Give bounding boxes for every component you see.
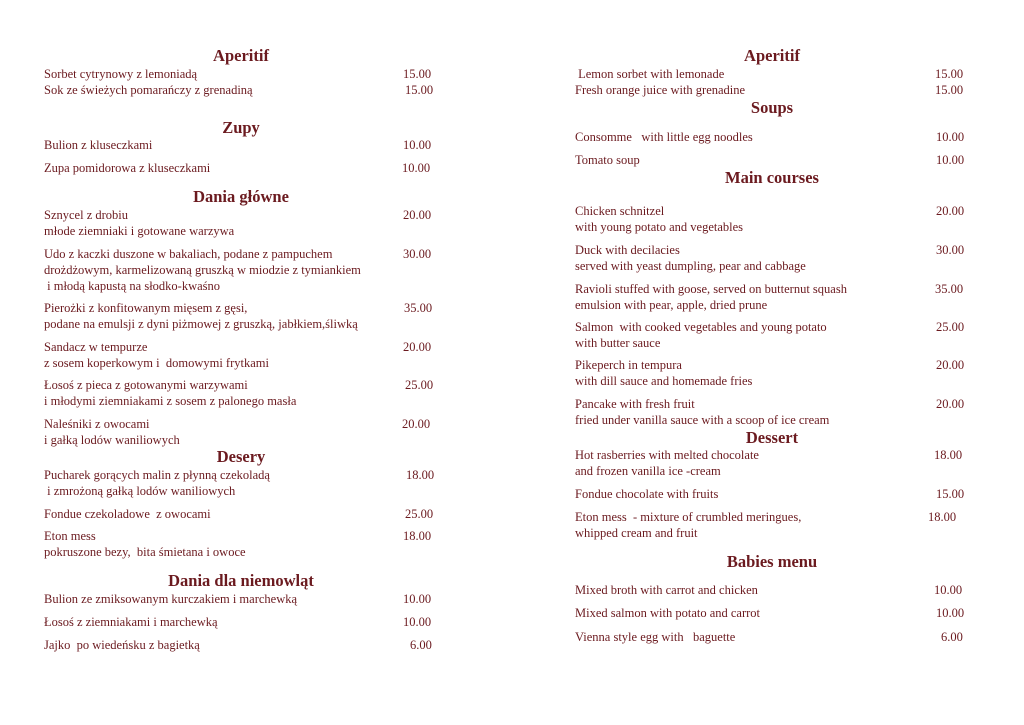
menu-item-name: Sznycel z drobiu — [44, 208, 129, 222]
menu-item-name: Sok ze świeżych pomarańczy z grenadiną — [44, 83, 253, 97]
menu-item-price: 20.00 — [936, 204, 965, 218]
menu-item-price: 10.00 — [403, 138, 432, 152]
menu-item-price: 30.00 — [403, 247, 432, 261]
menu-item-price: 25.00 — [936, 320, 965, 334]
menu-item-price: 10.00 — [403, 615, 432, 629]
menu-item-price: 10.00 — [936, 130, 965, 144]
menu-item-price: 20.00 — [936, 397, 965, 411]
menu-item-description: i zmrożoną gałką lodów waniliowych — [44, 484, 236, 498]
menu-item-price: 18.00 — [934, 448, 963, 462]
menu-item-name: Jajko po wiedeńsku z bagietką — [44, 638, 200, 652]
menu-item-price: 10.00 — [403, 592, 432, 606]
menu-item-description: i młodą kapustą na słodko-kwaśno — [44, 279, 221, 293]
menu-item-name: Mixed broth with carrot and chicken — [575, 583, 758, 597]
menu-item-price: 15.00 — [936, 487, 965, 501]
menu-item-price: 10.00 — [936, 153, 965, 167]
menu-item-price: 10.00 — [402, 161, 431, 175]
menu-item-price: 15.00 — [935, 67, 964, 81]
menu-item-description: with butter sauce — [575, 336, 661, 350]
menu-item-description: podane na emulsji z dyni piżmowej z gruszką, jabłkiem,śliwką — [44, 317, 358, 331]
menu-item-description: served with yeast dumpling, pear and cabbage — [575, 259, 806, 273]
menu-item-price: 10.00 — [934, 583, 963, 597]
menu-item-price: 18.00 — [403, 529, 432, 543]
menu-item-name: Fondue czekoladowe z owocami — [44, 507, 211, 521]
menu-item-description: młode ziemniaki i gotowane warzywa — [44, 224, 235, 238]
menu-item-name: Pikeperch in tempura — [575, 358, 682, 372]
menu-item-name: Mixed salmon with potato and carrot — [575, 606, 761, 620]
menu-item-price: 20.00 — [402, 417, 431, 431]
menu-item-name: Fondue chocolate with fruits — [575, 487, 719, 501]
section-heading-desserts: Desery — [216, 447, 266, 466]
menu-item-name: Ravioli stuffed with goose, served on butternut squash — [575, 282, 847, 296]
menu-item-name: Sorbet cytrynowy z lemoniadą — [44, 67, 198, 81]
menu-item-name: Bulion ze zmiksowanym kurczakiem i marchewką — [44, 592, 298, 606]
menu-item-price: 25.00 — [405, 378, 434, 392]
menu-item-name: Duck with decilacies — [575, 243, 680, 257]
menu-item-name: Vienna style egg with baguette — [575, 630, 736, 644]
menu-item-name: Eton mess — [44, 529, 96, 543]
menu-item-description: whipped cream and fruit — [575, 526, 698, 540]
menu-item-name: Łosoś z pieca z gotowanymi warzywami — [44, 378, 248, 392]
section-heading-desserts: Dessert — [745, 428, 799, 447]
menu-item-price: 20.00 — [936, 358, 965, 372]
menu-item-price: 15.00 — [405, 83, 434, 97]
section-heading-aperitif: Aperitif — [744, 46, 800, 65]
menu-item-name: Sandacz w tempurze — [44, 340, 148, 354]
menu-item-name: Lemon sorbet with lemonade — [575, 67, 725, 81]
menu-item-description: and frozen vanilla ice -cream — [575, 464, 721, 478]
menu-item-price: 25.00 — [405, 507, 434, 521]
menu-item-price: 20.00 — [403, 340, 432, 354]
menu-item-price: 35.00 — [404, 301, 433, 315]
menu-item-description: emulsion with pear, apple, dried prune — [575, 298, 768, 312]
menu-item-price: 15.00 — [403, 67, 432, 81]
menu-item-description: pokruszone bezy, bita śmietana i owoce — [44, 545, 246, 559]
menu-item-name: Pucharek gorących malin z płynną czekoladą — [44, 468, 270, 482]
menu-item-name: Łosoś z ziemniakami i marchewką — [44, 615, 218, 629]
menu-item-price: 35.00 — [935, 282, 964, 296]
menu-item-price: 6.00 — [410, 638, 432, 652]
menu-item-price: 6.00 — [941, 630, 963, 644]
menu-item-name: Udo z kaczki duszone w bakaliach, podane z pampuchem — [44, 247, 333, 261]
menu-item-name: Naleśniki z owocami — [44, 417, 150, 431]
section-heading-mains: Dania główne — [193, 187, 289, 206]
menu-item-price: 10.00 — [936, 606, 965, 620]
section-heading-mains: Main courses — [725, 168, 819, 187]
menu-item-price: 20.00 — [403, 208, 432, 222]
menu-item-name: Consomme with little egg noodles — [575, 130, 753, 144]
menu-item-name: Zupa pomidorowa z kluseczkami — [44, 161, 211, 175]
menu-item-description: drożdżowym, karmelizowaną gruszką w miodzie z tymiankiem — [44, 263, 361, 277]
menu-item-name: Tomato soup — [575, 153, 640, 167]
menu-item-description: fried under vanilla sauce with a scoop of ice cream — [575, 413, 830, 427]
section-heading-soups: Zupy — [222, 118, 260, 137]
section-heading-babies: Babies menu — [726, 552, 818, 571]
menu-item-name: Hot rasberries with melted chocolate — [575, 448, 759, 462]
menu-item-description: i gałką lodów waniliowych — [44, 433, 180, 447]
menu-item-description: z sosem koperkowym i domowymi frytkami — [44, 356, 269, 370]
section-heading-aperitif: Aperitif — [213, 46, 269, 65]
section-heading-babies: Dania dla niemowląt — [168, 571, 314, 590]
menu-item-name: Salmon with cooked vegetables and young potato — [575, 320, 827, 334]
menu-item-price: 15.00 — [935, 83, 964, 97]
menu-item-name: Pancake with fresh fruit — [575, 397, 695, 411]
menu-item-price: 30.00 — [936, 243, 965, 257]
menu-item-description: with young potato and vegetables — [575, 220, 744, 234]
menu-item-description: with dill sauce and homemade fries — [575, 374, 753, 388]
menu-item-price: 18.00 — [406, 468, 435, 482]
menu-item-name: Eton mess - mixture of crumbled meringues, — [575, 510, 802, 524]
section-heading-soups: Soups — [750, 98, 794, 117]
menu-item-name: Chicken schnitzel — [575, 204, 665, 218]
menu-item-description: i młodymi ziemniakami z sosem z palonego masła — [44, 394, 297, 408]
menu-item-name: Fresh orange juice with grenadine — [575, 83, 746, 97]
menu-item-name: Bulion z kluseczkami — [44, 138, 153, 152]
menu-item-price: 18.00 — [928, 510, 957, 524]
menu-item-name: Pierożki z konfitowanym mięsem z gęsi, — [44, 301, 248, 315]
